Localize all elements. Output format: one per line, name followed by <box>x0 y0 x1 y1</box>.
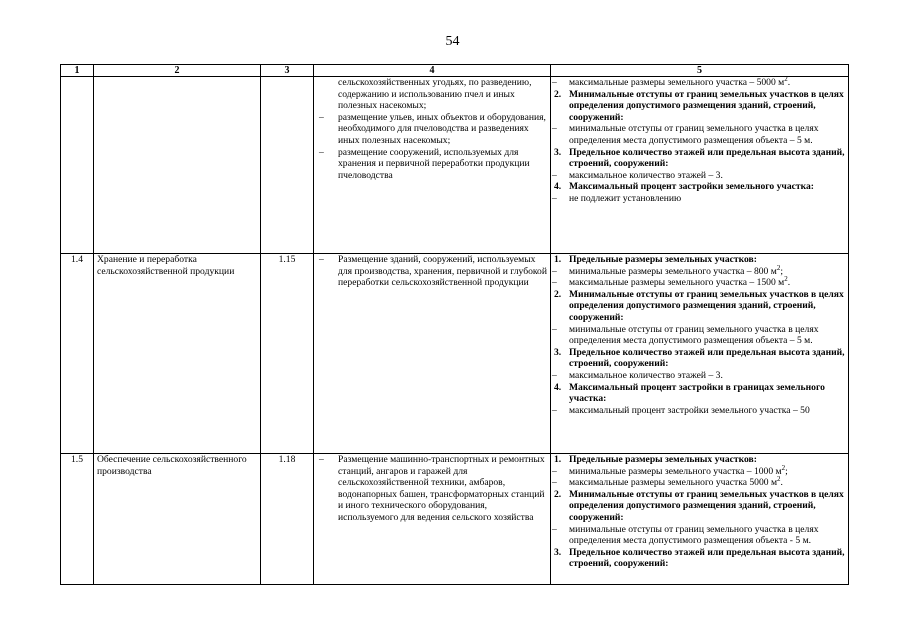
dash-marker: – <box>552 123 557 135</box>
dash-marker: – <box>319 254 324 265</box>
parameter-number: 3. <box>554 146 562 158</box>
dash-marker: – <box>552 477 557 489</box>
parameter-value-text: минимальные отступы от границ земельного участка в целях определения места допустимого размещения объекта – 5 м. <box>569 323 819 347</box>
dash-marker: – <box>552 265 557 277</box>
superscript: 2 <box>776 263 781 272</box>
row-number <box>61 77 94 254</box>
table-row <box>61 454 849 585</box>
parameter-heading <box>551 382 845 405</box>
parameter-number: 2. <box>554 488 562 500</box>
parameter-heading-text: Максимальный процент застройки в границах земельного участка: <box>569 381 825 405</box>
parameter-heading-text: Предельные размеры земельных участков: <box>569 254 757 265</box>
parameter-number: 3. <box>554 346 562 358</box>
parameter-value <box>551 170 845 182</box>
parameter-value <box>551 74 845 89</box>
superscript: 2 <box>784 74 788 83</box>
parameter-number: 2. <box>554 288 562 300</box>
use-description <box>314 454 551 585</box>
parameter-number: 4. <box>554 181 562 193</box>
parameter-heading <box>551 147 845 170</box>
description-item <box>317 454 547 524</box>
use-name: Хранение и переработка сельскохозяйственной продукции <box>94 254 261 454</box>
header-col-2: 2 <box>94 65 261 77</box>
parameter-value <box>551 405 845 417</box>
dash-marker: – <box>319 454 324 465</box>
description-item-text: Размещение машинно-транспортных и ремонтных станций, ангаров и гаражей для сельскохозяйственной техники, амбаров, водонапорных башен, трансформаторных станций и иного технического оборудования, используемого для ведения сельского хозяйства <box>338 454 545 523</box>
superscript: 2 <box>781 463 786 472</box>
parameters <box>551 254 849 454</box>
parameter-value-text: максимальные размеры земельного участка 5000 м <box>569 477 778 489</box>
parameter-number: 2. <box>554 88 562 100</box>
parameter-number: 3. <box>554 546 562 558</box>
header-col-5: 5 <box>551 65 849 77</box>
punctuation: . <box>787 277 791 289</box>
parameter-value-text: минимальные размеры земельного участка – 800 м <box>569 265 777 277</box>
parameter-heading-text: Минимальные отступы от границ земельных участков в целях определения допустимого размещения зданий, строений, сооружений: <box>569 88 844 123</box>
table-row <box>61 254 849 454</box>
punctuation: ; <box>780 265 783 277</box>
parameter-value <box>551 123 845 146</box>
description-item <box>317 147 547 182</box>
dash-marker: – <box>552 523 557 535</box>
parameter-heading <box>551 347 845 370</box>
parameter-value-text: максимальные размеры земельного участка – 5000 м <box>569 77 785 88</box>
use-code: 1.15 <box>261 254 314 454</box>
description-item-text: Размещение зданий, сооружений, используемых для производства, хранения, первичной и глубокой переработки сельскохозяйственной продукции <box>338 254 547 289</box>
description-item <box>317 112 547 147</box>
parameter-value <box>551 263 845 278</box>
parameter-number: 1. <box>554 254 562 265</box>
regulations-table <box>60 64 849 585</box>
punctuation: . <box>787 77 791 88</box>
parameter-number: 1. <box>554 454 562 465</box>
table-row <box>61 77 849 254</box>
dash-marker: – <box>552 465 557 477</box>
description-text: сельскохозяйственных угодьях, по разведению, содержанию и использованию пчел и иных полезных насекомых; <box>338 77 532 112</box>
parameters <box>551 454 849 585</box>
parameter-value <box>551 370 845 382</box>
dash-marker: – <box>552 77 557 88</box>
parameter-value-text: максимальные размеры земельного участка – 1500 м <box>569 277 785 289</box>
parameter-value-text: минимальные размеры земельного участка – 1000 м <box>569 465 782 477</box>
row-number: 1.4 <box>61 254 94 454</box>
parameter-value-text: максимальное количество этажей – 3. <box>569 169 723 181</box>
dash-marker: – <box>552 169 557 181</box>
header-col-4: 4 <box>314 65 551 77</box>
use-description <box>314 77 551 254</box>
use-name: Обеспечение сельскохозяйственного производства <box>94 454 261 585</box>
parameter-value-text: максимальный процент застройки земельного участка – 50 <box>569 404 810 416</box>
dash-marker: – <box>319 146 324 158</box>
parameter-value <box>551 277 845 289</box>
parameter-heading-text: Предельное количество этажей или предельная высота зданий, строений, сооружений: <box>569 346 845 370</box>
dash-marker: – <box>552 323 557 335</box>
description-item <box>317 254 547 289</box>
superscript: 2 <box>784 275 788 283</box>
parameter-heading-text: Минимальные отступы от границ земельных участков в целях определения допустимого размещения зданий, строений, сооружений: <box>569 288 844 323</box>
parameter-heading-text: Максимальный процент застройки земельного участка: <box>569 181 814 193</box>
parameter-value <box>551 524 845 547</box>
parameter-heading <box>551 454 845 466</box>
parameter-heading <box>551 89 845 124</box>
punctuation: . <box>780 477 783 489</box>
parameter-value-text: максимальное количество этажей – 3. <box>569 369 723 381</box>
parameter-heading-text: Предельные размеры земельных участков: <box>569 454 757 465</box>
parameter-heading-text: Предельное количество этажей или предельная высота зданий, строений, сооружений: <box>569 546 845 570</box>
use-description <box>314 254 551 454</box>
dash-marker: – <box>552 404 557 416</box>
description-item-text: размещение сооружений, используемых для хранения и первичной переработки продукции пчеловодства <box>338 146 530 181</box>
use-name <box>94 77 261 254</box>
parameter-value-text: не подлежит установлению <box>569 192 682 204</box>
parameter-heading <box>551 489 845 524</box>
dash-marker: – <box>319 111 324 123</box>
use-code <box>261 77 314 254</box>
use-code: 1.18 <box>261 454 314 585</box>
header-col-3: 3 <box>261 65 314 77</box>
dash-marker: – <box>552 369 557 381</box>
parameter-value-text: минимальные отступы от границ земельного участка в целях определения места допустимого размещения объекта – 5 м. <box>569 123 819 146</box>
parameter-heading <box>551 547 845 570</box>
parameter-heading <box>551 289 845 324</box>
parameter-number: 4. <box>554 381 562 393</box>
parameter-value <box>551 193 845 205</box>
description-item-text: размещение ульев, иных объектов и оборудования, необходимого для пчеловодства и разведениях иных полезных насекомых; <box>338 111 546 146</box>
superscript: 2 <box>777 475 781 483</box>
row-number: 1.5 <box>61 454 94 585</box>
header-col-1: 1 <box>61 65 94 77</box>
parameter-heading-text: Предельное количество этажей или предельная высота зданий, строений, сооружений: <box>569 146 845 170</box>
parameters <box>551 74 849 254</box>
parameter-heading <box>551 254 845 266</box>
parameter-heading-text: Минимальные отступы от границ земельных участков в целях определения допустимого размещения зданий, строений, сооружений: <box>569 488 844 523</box>
page-number: 54 <box>445 34 460 49</box>
dash-marker: – <box>552 192 557 204</box>
header-row <box>61 65 849 77</box>
parameter-heading <box>551 181 845 193</box>
parameter-value <box>551 463 845 478</box>
punctuation: ; <box>785 465 788 477</box>
parameter-value-text: минимальные отступы от границ земельного участка в целях определения места допустимого размещения объекта - 5 м. <box>569 523 819 547</box>
parameter-value <box>551 477 845 489</box>
parameter-value <box>551 324 845 347</box>
dash-marker: – <box>552 277 557 289</box>
